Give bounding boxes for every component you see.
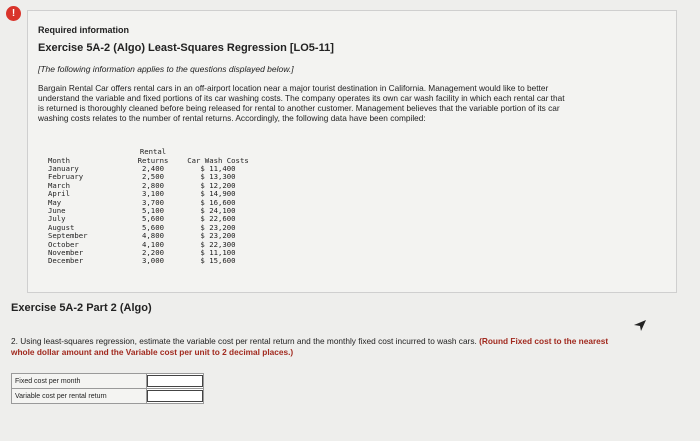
cost-cell: $ 22,600 — [200, 214, 236, 224]
month-cell: March — [48, 180, 70, 190]
cost-cell: $ 12,200 — [200, 180, 236, 190]
month-cell: May — [48, 197, 62, 207]
car-wash-data-table — [48, 147, 256, 266]
month-cell: October — [48, 239, 79, 249]
question-body: 2. Using least-squares regression, estimate the variable cost per rental return and the monthly fixed cost incurred to wash cars. — [11, 336, 477, 346]
returns-cell: 4,800 — [142, 231, 164, 241]
required-information-panel — [27, 10, 677, 293]
rounding-instruction: (Round Fixed cost to the nearest whole dollar amount and the Variable cost per unit to 2 decimal places.) — [11, 336, 609, 357]
answer-table — [11, 373, 204, 404]
cost-cell: $ 16,600 — [200, 197, 236, 207]
answer-row — [12, 374, 204, 389]
answer-label: Variable cost per rental return — [12, 389, 147, 404]
returns-cell: 3,100 — [142, 189, 164, 199]
required-heading: Required information — [38, 25, 130, 35]
table-row — [48, 257, 256, 265]
cost-cell: $ 14,900 — [200, 189, 236, 199]
returns-cell: 2,800 — [142, 180, 164, 190]
cost-cell: $ 13,300 — [200, 172, 236, 182]
returns-cell: 4,100 — [142, 239, 164, 249]
month-cell: November — [48, 248, 84, 258]
description-paragraph: Bargain Rental Car offers rental cars in an off-airport location near a major tourist destination in California. Management would like to better understand the variable and fixed portions of its car washing costs. The company operates its own car wash facility in which each rental car that is returned is thoroughly cleaned before being released for rental to another customer. Management believes that the variable portion of its car washing costs relates to the number of rental returns. Accordingly, the following data have been compiled: — [38, 83, 565, 123]
part-title: Exercise 5A-2 Part 2 (Algo) — [11, 302, 152, 314]
returns-cell: 3,700 — [142, 197, 164, 207]
variable-cost-input[interactable] — [147, 390, 203, 402]
applies-note: [The following information applies to the questions displayed below.] — [38, 64, 294, 74]
header-month: Month — [48, 156, 70, 165]
answer-row — [12, 389, 204, 404]
returns-cell: 5,100 — [142, 206, 164, 216]
question-text — [11, 336, 611, 358]
header-car-wash-costs: Car Wash Costs — [187, 156, 249, 165]
alert-icon: ! — [6, 6, 21, 21]
month-cell: August — [48, 222, 75, 232]
mouse-cursor-icon — [633, 318, 647, 332]
cost-cell: $ 11,400 — [200, 164, 236, 173]
month-cell: April — [48, 189, 70, 199]
month-cell: January — [48, 164, 79, 173]
returns-cell: 2,200 — [142, 248, 164, 258]
answer-cell — [147, 389, 204, 404]
returns-cell: 5,600 — [142, 214, 164, 224]
cost-cell: $ 23,200 — [200, 231, 236, 241]
month-cell: June — [48, 206, 66, 216]
cost-cell: $ 11,100 — [200, 248, 236, 258]
answer-cell — [147, 374, 204, 389]
returns-cell: 2,500 — [142, 172, 164, 182]
month-cell: February — [48, 172, 84, 182]
cost-cell: $ 24,100 — [200, 206, 236, 216]
exercise-title: Exercise 5A-2 (Algo) Least-Squares Regression [LO5-11] — [38, 42, 334, 54]
header-rental-returns: Rental Returns — [137, 147, 169, 165]
month-cell: September — [48, 231, 88, 241]
returns-cell: 5,600 — [142, 222, 164, 232]
month-cell: December — [48, 256, 84, 266]
cost-cell: $ 15,600 — [200, 256, 236, 266]
month-cell: July — [48, 214, 66, 224]
returns-cell: 2,400 — [142, 164, 164, 173]
cost-cell: $ 23,200 — [200, 222, 236, 232]
cost-cell: $ 22,300 — [200, 239, 236, 249]
answer-label: Fixed cost per month — [12, 374, 147, 389]
returns-cell: 3,000 — [142, 256, 164, 266]
fixed-cost-input[interactable] — [147, 375, 203, 387]
